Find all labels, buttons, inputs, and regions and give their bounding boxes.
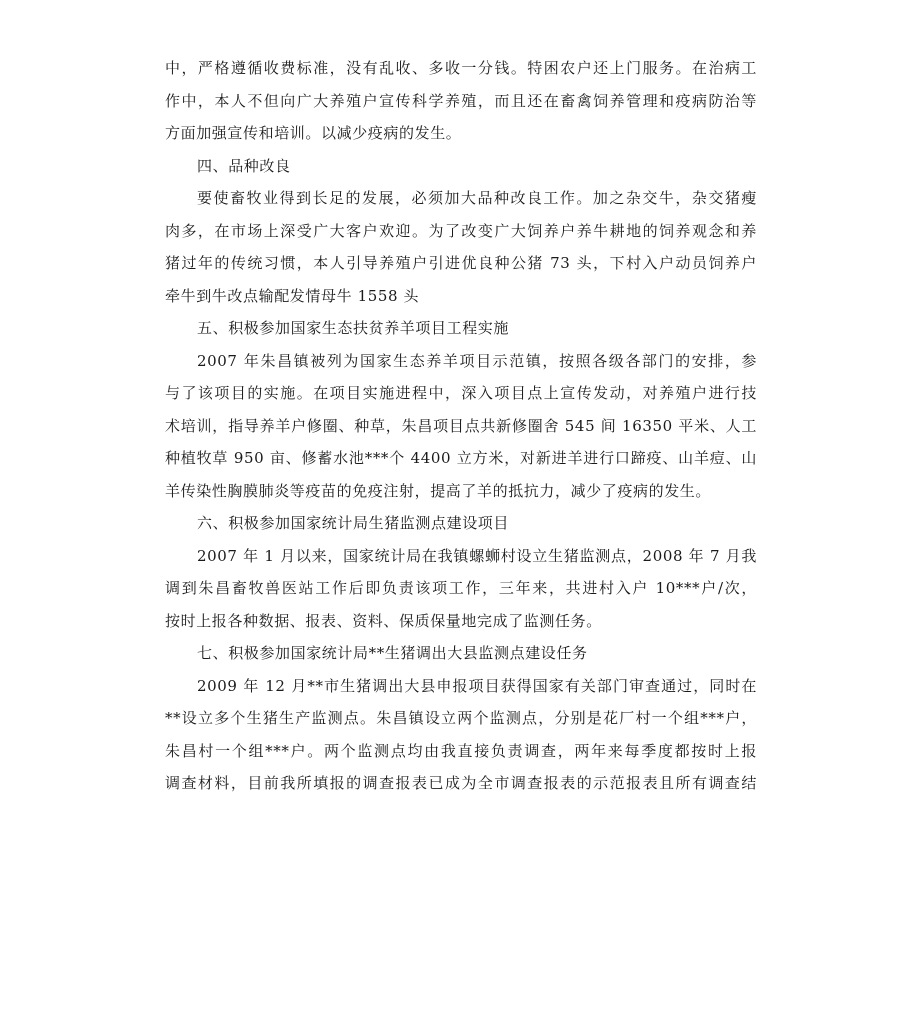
text-line: 朱昌村一个组***户。两个监测点均由我直接负责调查，两年来每季度都按时上报 [165,741,757,760]
text-line: 调到朱昌畜牧兽医站工作后即负责该项工作，三年来，共进村入户 10***户/次， [165,579,757,597]
text-line: 牵牛到牛改点输配发情母牛 1558 头 [165,286,420,305]
text-line: 中，严格遵循收费标准，没有乱收、多收一分钱。特困农户还上门服务。在治病工 [165,59,757,77]
text-line: 调查材料，目前我所填报的调查报表已成为全市调查报表的示范报表且所有调查结 [165,774,757,792]
text-line: 2009 年 12 月**市生猪调出大县申报项目获得国家有关部门审查通过，同时在 [197,676,757,695]
text-line: 术培训，指导养羊户修圈、种草，朱昌项目点共新修圈舍 545 间 16350 平米、人工 [165,416,757,435]
heading-line: 七、积极参加国家统计局**生猪调出大县监测点建设任务 [197,644,588,662]
section-heading [165,150,757,183]
heading-line: 六、积极参加国家统计局生猪监测点建设项目 [197,514,510,532]
text-line: 按时上报各种数据、报表、资料、保质保量地完成了监测任务。 [165,611,602,630]
text-line: 作中，本人不但向广大养殖户宣传科学养殖，而且还在畜禽饲养管理和疫病防治等 [165,91,757,110]
text-line: 种植牧草 950 亩、修蓄水池***个 4400 立方米，对新进羊进行口蹄疫、山羊痘、山 [165,449,757,467]
section-heading [165,507,757,540]
text-line: 2007 年朱昌镇被列为国家生态养羊项目示范镇，按照各级各部门的安排，参 [197,351,757,370]
paragraph [165,540,757,638]
text-line: **设立多个生猪生产监测点。朱昌镇设立两个监测点，分别是花厂村一个组***户， [165,709,757,727]
text-line: 2007 年 1 月以来，国家统计局在我镇螺蛳村设立生猪监测点，2008 年 7 月我 [197,546,757,565]
document-page [165,52,757,800]
paragraph [165,52,757,150]
text-line: 方面加强宣传和培训。以减少疫病的发生。 [165,124,462,142]
section-heading [165,312,757,345]
paragraph [165,345,757,508]
section-heading [165,637,757,670]
text-line: 要使畜牧业得到长足的发展，必须加大品种改良工作。加之杂交牛，杂交猪瘦 [197,189,757,207]
heading-line: 五、积极参加国家生态扶贫养羊项目工程实施 [197,319,510,337]
text-line: 肉多，在市场上深受广大客户欢迎。为了改变广大饲养户养牛耕地的饲养观念和养 [165,221,757,240]
paragraph [165,182,757,312]
text-line: 猪过年的传统习惯，本人引导养殖户引进优良种公猪 73 头，下村入户动员饲养户 [165,254,757,272]
heading-line: 四、品种改良 [197,156,291,175]
text-line: 羊传染性胸膜肺炎等疫苗的免疫注射，提高了羊的抵抗力，减少了疫病的发生。 [165,481,712,500]
text-line: 与了该项目的实施。在项目实施进程中，深入项目点上宣传发动，对养殖户进行技 [165,384,757,402]
paragraph [165,670,757,800]
